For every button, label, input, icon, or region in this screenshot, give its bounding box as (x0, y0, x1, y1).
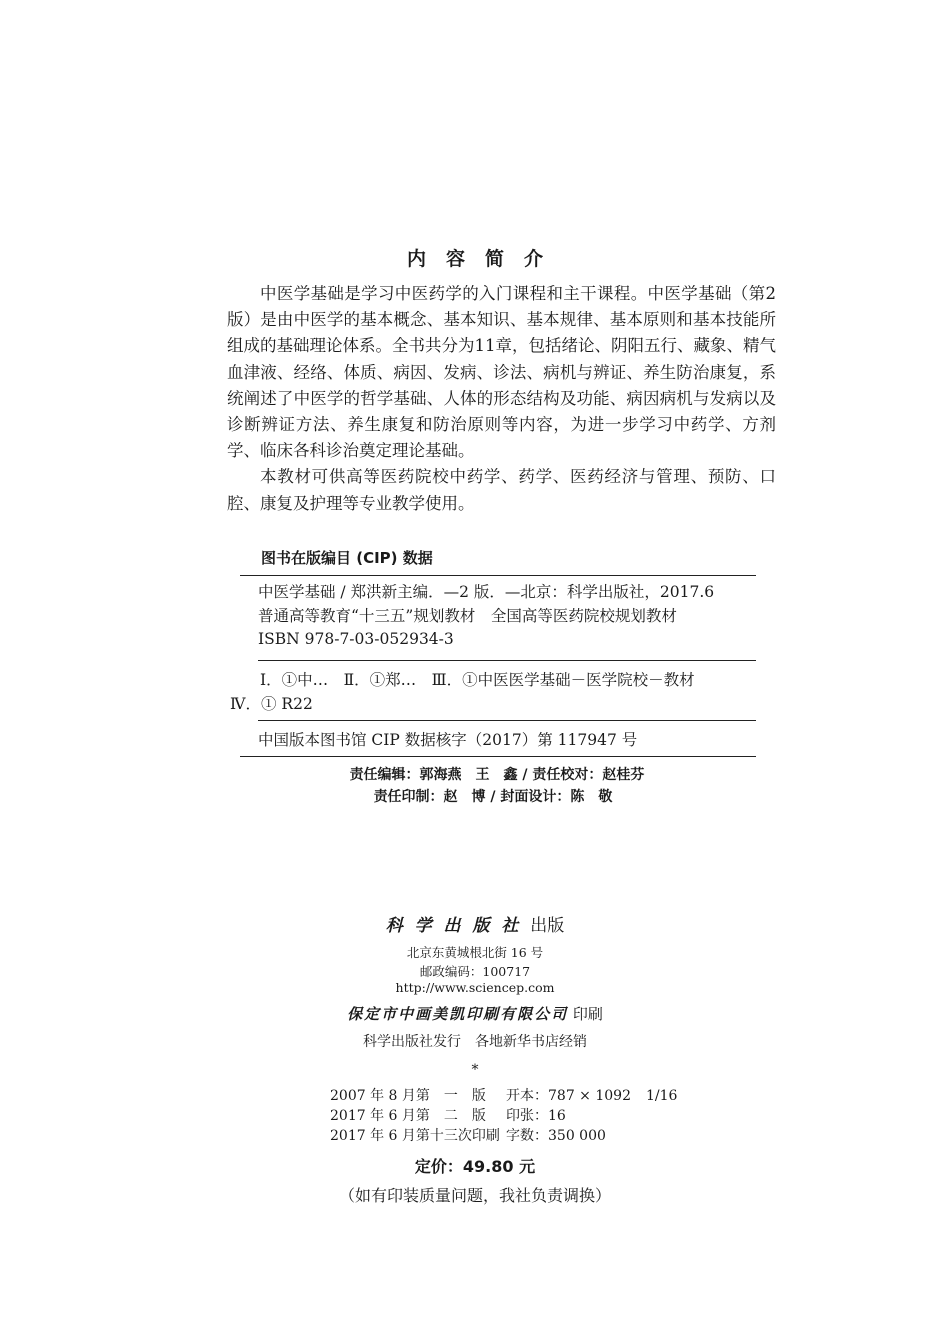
cip-top-rule (240, 575, 756, 576)
printer-line: 保定市中画美凯印刷有限公司 印刷 (347, 1005, 603, 1023)
cip-divider (258, 660, 756, 661)
cip-classification (230, 668, 770, 716)
staff-line: 责任印制：赵 博 / 封面设计：陈 敬 (373, 789, 613, 805)
cip-line: 普通高等教育“十三五”规划教材 全国高等医药院校规划教材 (258, 606, 677, 625)
distribution-line: 科学出版社发行 各地新华书店经销 (363, 1034, 587, 1050)
cip-bottom-rule (240, 756, 756, 757)
intro-body (227, 281, 776, 517)
edition-info (330, 1086, 677, 1146)
publisher-postcode: 邮政编码：100717 (419, 964, 531, 979)
cip-line: ISBN 978-7-03-052934-3 (258, 630, 454, 648)
edition-row: 2017 年 6 月第十三次印刷 字数：350 000 (330, 1128, 606, 1144)
intro-title-char: 容 (445, 248, 465, 270)
intro-title (0, 244, 950, 271)
cip-divider (258, 720, 756, 721)
separator-star: * (471, 1062, 479, 1078)
edition-row: 2017 年 6 月第 二 版 印张：16 (330, 1108, 566, 1124)
staff-line: 责任编辑：郭海燕 王 鑫 / 责任校对：赵桂芬 (349, 767, 645, 783)
classification-line: Ⅳ．① R22 (230, 695, 313, 713)
intro-title-char: 简 (485, 248, 505, 270)
cip-record (258, 581, 758, 652)
quality-notice: （如有印装质量问题，我社负责调换） (338, 1186, 611, 1205)
classification-line: Ⅰ．①中… Ⅱ．①郑… Ⅲ．①中医医学基础－医学院校－教材 (260, 671, 695, 689)
intro-paragraph: 本教材可供高等医药院校中药学、药学、医药经济与管理、预防、口腔、康复及护理等专业教学使用。 (227, 467, 776, 513)
publisher-address: 北京东黄城根北街 16 号 (406, 945, 544, 960)
intro-title-char: 介 (524, 248, 544, 270)
intro-paragraph: 中医学基础是学习中医药学的入门课程和主干课程。中医学基础（第2版）是由中医学的基本概念、基本知识、基本规律、基本原则和基本技能所组成的基础理论体系。全书共分为11章，包括绪论、阴阳五行、藏象、精气血津液、经络、体质、病因、发病、诊法、病机与辨证、养生防治康复，系统阐述了中医学的哲学基础、人体的形态结构及功能、病因病机与发病以及诊断辨证方法、养生康复和防治原则等内容，为进一步学习中药学、方剂学、临床各科诊治奠定理论基础。 (227, 284, 776, 461)
price: 定价：49.80 元 (414, 1157, 536, 1176)
cip-number: 中国版本图书馆 CIP 数据核字（2017）第 117947 号 (258, 731, 638, 749)
cip-heading: 图书在版编目 (CIP) 数据 (261, 549, 433, 567)
intro-title-char: 内 (406, 248, 426, 270)
publisher-url: http://www.sciencep.com (395, 980, 555, 995)
edition-row: 2007 年 8 月第 一 版 开本：787 × 1092 1/16 (330, 1088, 678, 1104)
publisher-name: 科 学 出 版 社 出版 (385, 916, 565, 936)
cip-line: 中医学基础 / 郑洪新主编．—2 版．—北京：科学出版社，2017.6 (258, 583, 715, 601)
